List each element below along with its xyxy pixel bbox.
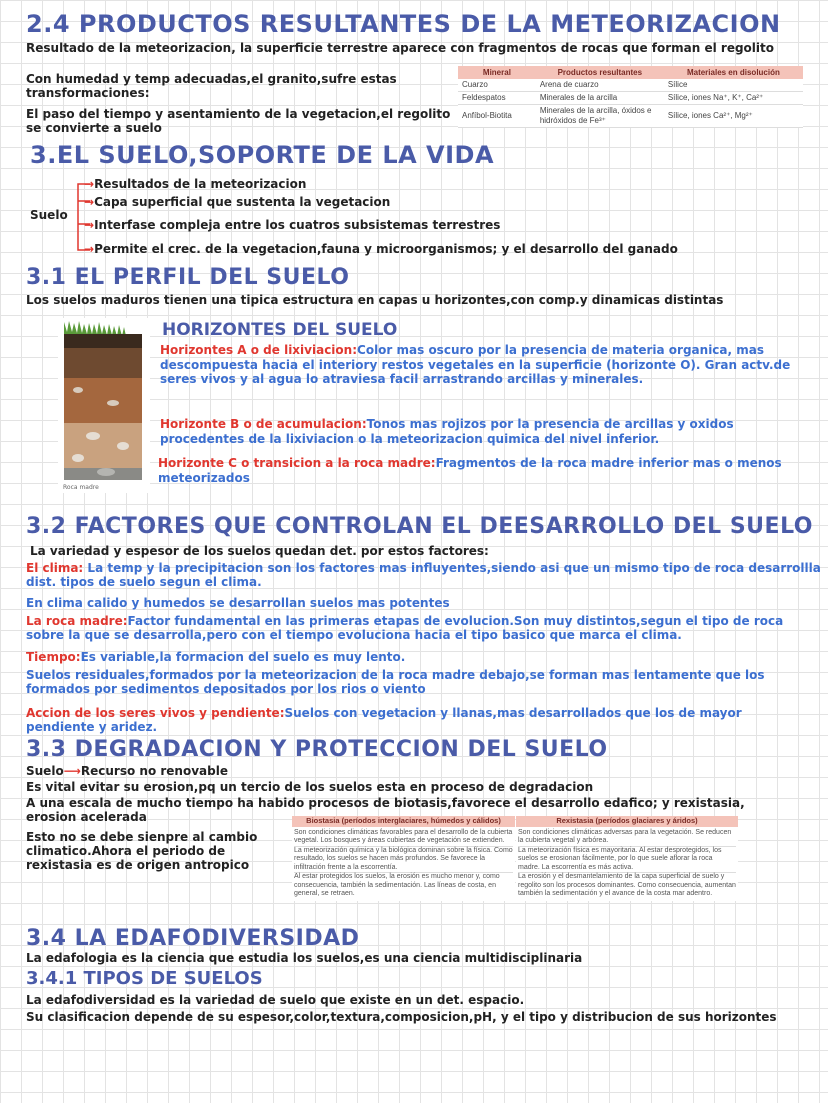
- suelo-line: Suelo⟶Recurso no renovable: [26, 764, 228, 778]
- table-cell: Minerales de la arcilla: [536, 92, 664, 105]
- paragraph: Los suelos maduros tienen una tipica estructura en capas u horizontes,con comp.y dinamicas distintas: [26, 293, 724, 307]
- soil-profile-image: [58, 318, 150, 493]
- table-cell: Sílice: [664, 79, 803, 92]
- paragraph: El paso del tiempo y asentamiento de la vegetacion,el regolito se convierte a suelo: [26, 107, 451, 135]
- arrow-icon: →: [84, 195, 95, 209]
- suelo-label: Suelo: [30, 208, 68, 222]
- table-cell: Arena de cuarzo: [536, 79, 664, 92]
- biostasia-title: Biostasia (períodos interglaciares, húmedos y cálidos): [292, 816, 515, 827]
- table-header: Materiales en disolución: [664, 66, 803, 79]
- section-title-3-1: 3.1 EL PERFIL DEL SUELO: [26, 265, 350, 290]
- list-item: →Interfase compleja entre los cuatros subsistemas terrestres: [84, 218, 501, 232]
- section-title-3: 3.EL SUELO,SOPORTE DE LA VIDA: [30, 141, 495, 169]
- paragraph: A una escala de mucho tiempo ha habido procesos de biotasis,favorece el desarrollo edafico; y rexistasia, erosion acelerada: [26, 796, 745, 824]
- factor-roca: La roca madre:Factor fundamental en las primeras etapas de evolucion.Son muy distintos,segun el tipo de roca sobre la que se desarrolla,pero con el tiempo evoluciona hacia el tipo basico que marca el clima.: [26, 614, 784, 642]
- paragraph: Suelos residuales,formados por la meteorizacion de la roca madre debajo,se forman mas lentamente que los formados por sedimentos depositados por los rios o viento: [26, 668, 765, 696]
- table-cell: Minerales de la arcilla, óxidos e hidróxidos de Fe³⁺: [536, 105, 664, 128]
- list-item: →Resultados de la meteorizacion: [84, 177, 307, 191]
- horizon-c: Horizonte C o transicion a la roca madre:Fragmentos de la roca madre inferior mas o menos meteorizados: [158, 456, 782, 485]
- paragraph: Esto no se debe sienpre al cambio climatico.Ahora el periodo de rexistasia es de origen antropico: [26, 830, 258, 872]
- biostasia-text: Son condiciones climáticas favorables para el desarrollo de la cubierta vegetal. Los bosques y áreas cubiertas de vegetación se extienden. La meteorización química y la biológica dominan sobre la física. Como resultado, los suelos se hacen más profundos. Se favorece la infiltración frente a la escorrentía. Al estar protegidos los suelos, la erosión es mucho menor y, como consecuencia, también la sedimentación. Las líneas de costa, en general, se retraen.: [294, 828, 513, 897]
- weathering-products-table: [458, 66, 803, 128]
- table-cell: Sílice, iones Na⁺, K⁺, Ca²⁺: [664, 92, 803, 105]
- rexistasia-text: Son condiciones climáticas adversas para la vegetación. Se reducen la cubierta vegetal y arbórea. La meteorización física es mayoritaria. Al estar desprotegidos, los suelos se erosionan fácilmente, por lo que suele aflorar la roca madre. La escorrentía es más activa. La erosión y el desmantelamiento de la capa superficial de suelo y regolito son los procesos dominantes. Como consecuencia, aumentan también la sedimentación y el avance de la costa mar adentro.: [518, 828, 736, 897]
- horizon-a: Horizontes A o de lixiviacion:Color mas oscuro por la presencia de materia organica, mas descompuesta hacia el interiory restos vegetales en la superficie (horizonte O). Gran actv.de seres vivos y al agua lo atraviesa facil arrastrando arcillas y minerales.: [160, 343, 791, 386]
- table-row: [458, 79, 803, 92]
- factor-clima: El clima: La temp y la precipitacion son los factores mas influyentes,siendo asi que un mismo tipo de roca desarrollla dist. tipos de suelo segun el clima.: [26, 561, 821, 589]
- section-title-3-3: 3.3 DEGRADACION Y PROTECCION DEL SUELO: [26, 737, 608, 762]
- biostasia-box: [292, 816, 515, 901]
- paragraph: La edafologia es la ciencia que estudia los suelos,es una ciencia multidisciplinaria: [26, 951, 583, 965]
- table-row: [458, 105, 803, 128]
- roca-madre-label: Roca madre: [63, 484, 99, 491]
- section-title-3-2: 3.2 FACTORES QUE CONTROLAN EL DEESARROLLO DEL SUELO: [26, 514, 814, 539]
- arrow-icon: →: [84, 218, 95, 232]
- factor-tiempo: Tiempo:Es variable,la formacion del suelo es muy lento.: [26, 650, 406, 664]
- section-title-2-4: 2.4 PRODUCTOS RESULTANTES DE LA METEORIZACION: [26, 10, 781, 38]
- table-cell: Cuarzo: [458, 79, 536, 92]
- paragraph: Su clasificacion depende de su espesor,color,textura,composicion,pH, y el tipo y distribucion de sus horizontes: [26, 1010, 777, 1024]
- arrow-icon: →: [84, 242, 95, 256]
- rexistasia-box: [516, 816, 738, 901]
- table-cell: Anfíbol-Biotita: [458, 105, 536, 128]
- table-cell: Sílice, iones Ca²⁺, Mg²⁺: [664, 105, 803, 128]
- horizon-b: Horizonte B o de acumulacion:Tonos mas rojizos por la presencia de arcillas y oxidos procedentes de la lixiviacion o la meteorizacion quimica del nivel inferior.: [160, 417, 734, 446]
- section-title-3-4: 3.4 LA EDAFODIVERSIDAD: [26, 926, 360, 951]
- list-item: →Capa superficial que sustenta la vegetacion: [84, 195, 391, 209]
- paragraph: En clima calido y humedos se desarrollan suelos mas potentes: [26, 596, 450, 610]
- table-header: Mineral: [458, 66, 536, 79]
- arrow-icon: →: [84, 177, 95, 191]
- subsection-title-3-4-1: 3.4.1 TIPOS DE SUELOS: [26, 968, 263, 989]
- paragraph: La variedad y espesor de los suelos quedan det. por estos factores:: [30, 544, 489, 558]
- table-cell: Feldespatos: [458, 92, 536, 105]
- table-header: Productos resultantes: [536, 66, 664, 79]
- list-item: →Permite el crec. de la vegetacion,fauna y microorganismos; y el desarrollo del ganado: [84, 242, 678, 256]
- paragraph: Resultado de la meteorizacion, la superficie terrestre aparece con fragmentos de rocas que forman el regolito: [26, 41, 775, 55]
- paragraph: Con humedad y temp adecuadas,el granito,sufre estas transformaciones:: [26, 72, 397, 100]
- subtitle-horizontes: HORIZONTES DEL SUELO: [162, 320, 398, 340]
- paragraph: La edafodiversidad es la variedad de suelo que existe en un det. espacio.: [26, 993, 525, 1007]
- paragraph: Es vital evitar su erosion,pq un tercio de los suelos esta en proceso de degradacion: [26, 780, 594, 794]
- arrow-icon: ⟶: [63, 764, 81, 778]
- factor-seres-vivos: Accion de los seres vivos y pendiente:Suelos con vegetacion y llanas,mas desarrollados que los de mayor pendiente y aridez.: [26, 706, 742, 734]
- rexistasia-title: Rexistasia (períodos glaciares y áridos): [516, 816, 738, 827]
- table-row: [458, 92, 803, 105]
